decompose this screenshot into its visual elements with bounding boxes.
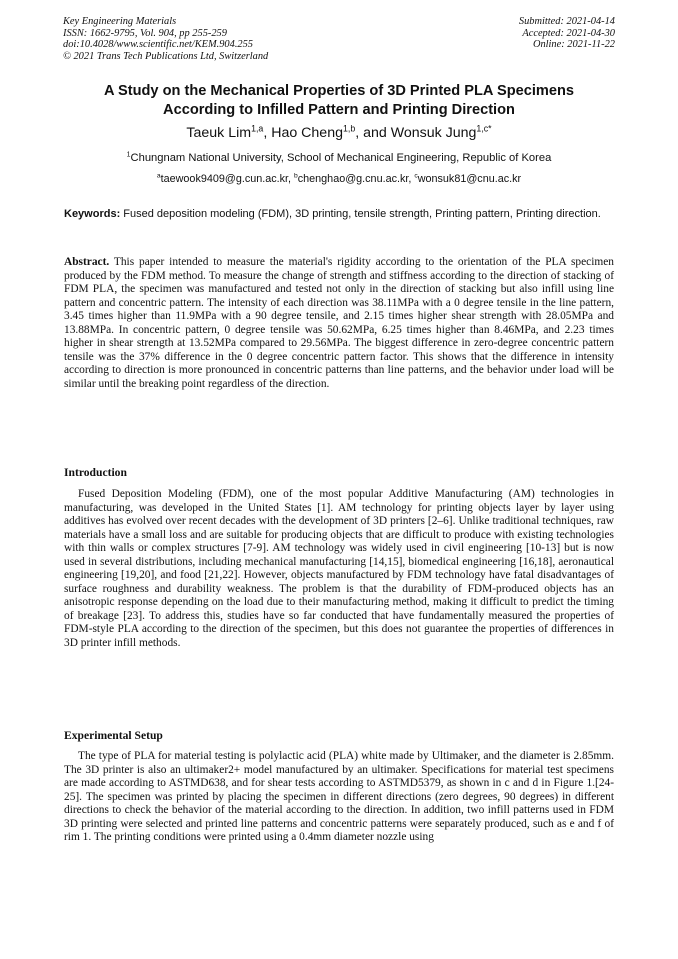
- affiliation-superscript: 1: [126, 151, 131, 159]
- affiliation-text: Chungnam National University, School of Mechanical Engineering, Republic of Korea: [130, 152, 552, 164]
- paper-title: [40, 82, 638, 119]
- author-list: [40, 124, 638, 142]
- keywords-label: Keywords:: [64, 208, 121, 220]
- experimental-section: [64, 750, 614, 845]
- abstract-paragraph: [64, 256, 614, 391]
- email-address: wonsuk81@cnu.ac.kr: [417, 173, 522, 185]
- author-separator: , and: [355, 125, 391, 141]
- email-address: chenghao@g.cnu.ac.kr,: [297, 173, 415, 185]
- author-superscript: 1,a: [251, 123, 264, 134]
- accepted-date: Accepted: 2021-04-30: [522, 27, 615, 39]
- journal-name: Key Engineering Materials: [63, 16, 177, 27]
- experimental-paragraph: The type of PLA for material testing is polylactic acid (PLA) white made by Ultimaker, and the diameter is 2.85mm. The 3D printer is also an ultimaker2+ model manufactured by an ultimaker. Specifications for material test specimens are made according to ASTMD638, and for shear tests according to ASTMD5379, as shown in c and d in Figure 1.[24-25]. The specimen was printed by placing the specimen in different directions (zero degrees, 90 degrees) in different directions to check the behavior of the material according to the direction. In addition, two infill patterns used in FDM 3D printing were selected and printed line patterns and concentric patterns were separately produced, such as e and f of rim 1. The printing conditions were printed using a 0.4mm diameter nozzle using: [64, 750, 614, 844]
- journal-issn: ISSN: 1662-9795, Vol. 904, pp 255-259: [63, 27, 227, 39]
- author-name: Wonsuk Jung: [390, 125, 477, 141]
- author-name: Hao Cheng: [271, 125, 343, 141]
- journal-doi: doi:10.4028/www.scientific.net/KEM.904.255: [63, 39, 253, 51]
- email-superscript: c: [414, 172, 418, 180]
- title-line-1: A Study on the Mechanical Properties of 3D Printed PLA Specimens: [103, 83, 575, 99]
- email-superscript: b: [294, 172, 298, 180]
- journal-info: [63, 16, 268, 62]
- title-line-2: According to Infilled Pattern and Printing Direction: [163, 101, 515, 118]
- introduction-paragraph: Fused Deposition Modeling (FDM), one of the most popular Additive Manufacturing (AM) technologies in manufacturing, was developed in the United States [1]. AM technology for printing objects layer by layer using additives has evolved over recent decades with the development of 3D printers [2–6]. Unlike traditional techniques, raw materials have a small loss and are suitable for producing objects that are difficult to produce with existing technologies with thin walls or complex structures [7-9]. AM technology was widely used in civil engineering [10-13] but is now used in several distributions, including mechanical manufacturing [14,15], biomedical engineering [16,18], aeronautical engineering [19,20], and food [21,22]. However, objects manufactured by FDM technology have fatal disadvantages of surface roughness and durability weakness. The problem is that the durability of FDM-produced objects has an anisotropic response depending on the load due to their manufacturing method, making it difficult to predict the timing of breakage [23]. To address this, studies have so far conducted that have fundamentally measured the properties of FDM-style PLA according to the direction of the specimen, but this does not guarantee the properties of differences in 3D printer infill methods.: [64, 488, 614, 650]
- author-emails: [40, 172, 638, 186]
- journal-copyright: © 2021 Trans Tech Publications Ltd, Switzerland: [63, 50, 269, 62]
- author-name: Taeuk Lim: [186, 125, 252, 141]
- abstract-label: Abstract.: [64, 256, 110, 268]
- online-date: Online: 2021-11-22: [532, 39, 615, 51]
- abstract-text: This paper intended to measure the material's rigidity according to the orientation of the PLA specimen produced by the FDM method. To measure the change of strength and stiffness according to the direction of stacking of FDM PLA, the specimen was manufactured and tested not only in the direction of stacking but also infill using line pattern and concentric pattern. The intensity of each direction was 38.11MPa with a 0 degree tensile in the line pattern, 3.45 times higher than 11.9MPa with a 90 degree tensile, and 2.15 times higher shear strength with 28.05MPa and 13.88MPa. In concentric pattern, 0 degree tensile was 50.62MPa, 6.25 times higher than 8.46MPa, and 2.23 times higher in shear strength at 13.52MPa compared to 29.56MPa. The biggest difference in zero-degree concentric pattern tensile was the 37% difference in the 0 degree concentric pattern factor. This shows that the difference in intensity according to direction is more pronounced in concentric patterns than line patterns, and the behavior under load will be similar until the breaking point regardless of the direction.: [64, 256, 614, 390]
- submission-dates: [519, 16, 615, 51]
- submitted-date: Submitted: 2021-04-14: [518, 16, 615, 27]
- keywords-section: [64, 207, 614, 221]
- author-separator: ,: [263, 125, 272, 141]
- abstract-section: [64, 256, 614, 391]
- author-superscript: 1,b: [342, 123, 356, 134]
- experimental-heading: Experimental Setup: [64, 729, 163, 742]
- email-address: taewook9409@g.cun.ac.kr,: [160, 173, 295, 185]
- keywords-text: Fused deposition modeling (FDM), 3D printing, tensile strength, Printing pattern, Printing direction.: [120, 208, 601, 220]
- author-superscript: 1,c*: [476, 123, 492, 134]
- email-superscript: a: [156, 172, 161, 180]
- introduction-section: [64, 488, 614, 651]
- introduction-heading: Introduction: [64, 466, 127, 479]
- affiliation: [40, 151, 638, 165]
